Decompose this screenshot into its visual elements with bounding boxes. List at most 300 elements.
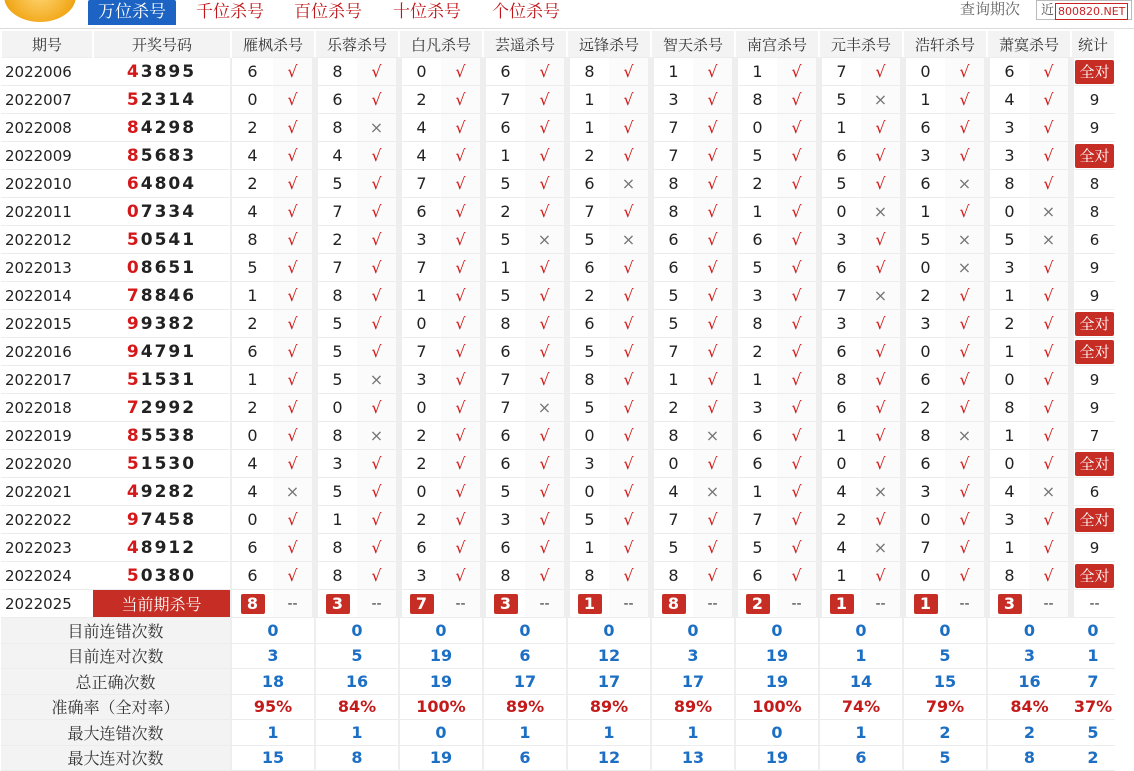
table-row [1, 478, 1115, 506]
summary-value: 16 [315, 669, 399, 695]
kill-pick-cell: 2 [399, 86, 441, 114]
summary-value: 3 [231, 643, 315, 669]
pending-mark: -- [609, 590, 651, 618]
issue-cell: 2022008 [1, 114, 93, 142]
cross-icon: × [945, 170, 987, 198]
check-icon: √ [777, 142, 819, 170]
cross-icon: × [357, 422, 399, 450]
kill-pick-cell: 7 [315, 198, 357, 226]
cross-icon: × [945, 226, 987, 254]
header-expert: 元丰杀号 [819, 31, 903, 58]
check-icon: √ [1029, 422, 1071, 450]
summary-value: 0 [735, 618, 819, 644]
issue-cell: 2022007 [1, 86, 93, 114]
check-icon: √ [441, 86, 483, 114]
kill-pick-cell: 1 [315, 506, 357, 534]
summary-value: 19 [735, 669, 819, 695]
check-icon: √ [693, 506, 735, 534]
summary-value: 12 [567, 745, 651, 771]
summary-value: 1 [819, 643, 903, 669]
kill-pick-cell: 2 [231, 394, 273, 422]
check-icon: √ [357, 86, 399, 114]
kill-pick-cell: 8 [651, 562, 693, 590]
kill-pick-cell: 5 [483, 282, 525, 310]
kill-pick-cell: 4 [399, 142, 441, 170]
check-icon: √ [609, 534, 651, 562]
header-expert: 雁枫杀号 [231, 31, 315, 58]
current-pick-badge: 3 [998, 594, 1022, 614]
summary-label: 最大连对次数 [1, 745, 231, 771]
kill-pick-cell: 3 [567, 450, 609, 478]
site-watermark: 800820.NET [1055, 3, 1128, 20]
check-icon: √ [777, 478, 819, 506]
stat-cell: 9 [1071, 86, 1115, 114]
draw-digits-rest: 5683 [140, 145, 197, 166]
check-icon: √ [525, 58, 567, 86]
stat-cell [1071, 310, 1115, 338]
kill-pick-cell: 3 [903, 310, 945, 338]
draw-number-cell [93, 478, 231, 506]
cross-icon: × [357, 114, 399, 142]
kill-pick-cell: 8 [231, 226, 273, 254]
kill-pick-cell: 0 [399, 394, 441, 422]
kill-pick-cell: 2 [231, 114, 273, 142]
check-icon: √ [693, 562, 735, 590]
summary-value: 1 [651, 720, 735, 746]
kill-pick-cell: 6 [315, 86, 357, 114]
kill-pick-cell: 2 [567, 282, 609, 310]
kill-pick-cell: 6 [567, 254, 609, 282]
summary-row [1, 745, 1115, 771]
kill-pick-cell: 2 [903, 394, 945, 422]
check-icon: √ [777, 114, 819, 142]
kill-pick-cell: 1 [987, 422, 1029, 450]
check-icon: √ [357, 282, 399, 310]
draw-number-cell [93, 394, 231, 422]
kill-pick-cell: 6 [651, 226, 693, 254]
kill-pick-cell: 1 [987, 534, 1029, 562]
kill-pick-cell: 0 [399, 478, 441, 506]
kill-pick-cell: 8 [735, 310, 777, 338]
kill-pick-cell: 6 [231, 534, 273, 562]
issue-cell: 2022019 [1, 422, 93, 450]
check-icon: √ [441, 366, 483, 394]
summary-label: 准确率（全对率） [1, 694, 231, 720]
check-icon: √ [693, 310, 735, 338]
draw-digits-rest: 4298 [140, 117, 197, 138]
current-pick-cell [567, 590, 609, 618]
check-icon: √ [945, 478, 987, 506]
check-icon: √ [693, 534, 735, 562]
draw-digits-rest: 2314 [140, 89, 197, 110]
summary-value: 19 [735, 745, 819, 771]
draw-number-cell [93, 86, 231, 114]
draw-digit-highlight: 0 [126, 201, 141, 222]
check-icon: √ [945, 86, 987, 114]
check-icon: √ [441, 534, 483, 562]
check-icon: √ [777, 534, 819, 562]
draw-digit-highlight: 0 [126, 257, 141, 278]
pending-mark: -- [693, 590, 735, 618]
kill-pick-cell: 6 [399, 198, 441, 226]
stat-cell: 9 [1071, 534, 1115, 562]
current-pick-cell [399, 590, 441, 618]
kill-pick-cell: 6 [903, 114, 945, 142]
check-icon: √ [525, 450, 567, 478]
kill-pick-cell: 7 [651, 114, 693, 142]
kill-pick-cell: 2 [399, 422, 441, 450]
check-icon: √ [945, 394, 987, 422]
check-icon: √ [861, 142, 903, 170]
summary-value: 95% [231, 694, 315, 720]
issue-cell: 2022013 [1, 254, 93, 282]
check-icon: √ [693, 114, 735, 142]
kill-pick-cell: 8 [903, 422, 945, 450]
kill-pick-cell: 7 [651, 142, 693, 170]
check-icon: √ [357, 254, 399, 282]
kill-pick-cell: 5 [231, 254, 273, 282]
draw-digit-highlight: 8 [126, 117, 141, 138]
check-icon: √ [273, 534, 315, 562]
kill-pick-cell: 8 [651, 198, 693, 226]
kill-pick-cell: 0 [231, 86, 273, 114]
draw-number-cell [93, 422, 231, 450]
draw-digit-highlight: 5 [126, 229, 141, 250]
summary-value: 15 [903, 669, 987, 695]
kill-pick-cell: 6 [735, 450, 777, 478]
check-icon: √ [1029, 562, 1071, 590]
current-kill-label: 当前期杀号 [93, 590, 231, 618]
summary-value: 0 [987, 618, 1071, 644]
table-row [1, 450, 1115, 478]
kill-pick-cell: 5 [735, 534, 777, 562]
query-period-select[interactable]: 近 [1036, 0, 1132, 20]
draw-number-cell [93, 338, 231, 366]
kill-pick-cell: 5 [483, 226, 525, 254]
tab-wan[interactable]: 万位杀号 [88, 0, 176, 25]
check-icon: √ [777, 506, 819, 534]
kill-pick-cell: 6 [903, 366, 945, 394]
draw-number-cell [93, 534, 231, 562]
check-icon: √ [357, 506, 399, 534]
check-icon: √ [609, 310, 651, 338]
kill-pick-cell: 3 [399, 562, 441, 590]
kill-pick-cell: 8 [819, 366, 861, 394]
kill-pick-cell: 0 [987, 198, 1029, 226]
check-icon: √ [441, 450, 483, 478]
stat-cell: 9 [1071, 282, 1115, 310]
check-icon: √ [357, 310, 399, 338]
kill-pick-cell: 7 [483, 86, 525, 114]
kill-pick-cell: 5 [483, 478, 525, 506]
kill-pick-cell: 8 [651, 422, 693, 450]
check-icon: √ [1029, 506, 1071, 534]
pending-mark: -- [525, 590, 567, 618]
kill-pick-cell: 2 [819, 506, 861, 534]
summary-row [1, 669, 1115, 695]
kill-pick-cell: 6 [987, 58, 1029, 86]
summary-value: 17 [651, 669, 735, 695]
current-pick-cell [903, 590, 945, 618]
pending-mark: -- [777, 590, 819, 618]
draw-digit-highlight: 7 [126, 285, 141, 306]
kill-pick-cell: 7 [651, 338, 693, 366]
check-icon: √ [945, 534, 987, 562]
check-icon: √ [777, 450, 819, 478]
check-icon: √ [441, 310, 483, 338]
draw-number-cell [93, 114, 231, 142]
check-icon: √ [1029, 394, 1071, 422]
summary-value: 89% [651, 694, 735, 720]
issue-cell: 2022010 [1, 170, 93, 198]
draw-digits-rest: 1530 [140, 453, 197, 474]
kill-pick-cell: 1 [819, 114, 861, 142]
current-pick-badge: 2 [746, 594, 770, 614]
check-icon: √ [357, 450, 399, 478]
check-icon: √ [693, 226, 735, 254]
cross-icon: × [609, 170, 651, 198]
summary-value: 8 [315, 745, 399, 771]
summary-row [1, 618, 1115, 644]
kill-pick-cell: 6 [567, 310, 609, 338]
draw-digits-rest: 9382 [140, 313, 197, 334]
header-expert: 萧寞杀号 [987, 31, 1071, 58]
kill-pick-cell: 6 [819, 394, 861, 422]
kill-pick-cell: 0 [399, 58, 441, 86]
stat-cell: 9 [1071, 366, 1115, 394]
table-row [1, 282, 1115, 310]
check-icon: √ [609, 114, 651, 142]
summary-value: 6 [819, 745, 903, 771]
summary-stat: 7 [1071, 669, 1115, 695]
kill-pick-cell: 2 [651, 394, 693, 422]
cross-icon: × [525, 226, 567, 254]
kill-pick-cell: 1 [567, 114, 609, 142]
check-icon: √ [777, 422, 819, 450]
kill-pick-cell: 3 [399, 226, 441, 254]
stat-cell: 7 [1071, 422, 1115, 450]
check-icon: √ [441, 114, 483, 142]
check-icon: √ [441, 198, 483, 226]
kill-pick-cell: 0 [819, 450, 861, 478]
kill-pick-cell: 3 [735, 282, 777, 310]
check-icon: √ [777, 170, 819, 198]
kill-pick-cell: 5 [651, 282, 693, 310]
stat-cell: 9 [1071, 394, 1115, 422]
check-icon: √ [861, 254, 903, 282]
check-icon: √ [273, 310, 315, 338]
current-pick-badge: 8 [662, 594, 686, 614]
summary-value: 6 [483, 745, 567, 771]
check-icon: √ [525, 282, 567, 310]
check-icon: √ [357, 226, 399, 254]
kill-pick-cell: 4 [231, 478, 273, 506]
check-icon: √ [441, 422, 483, 450]
summary-value: 0 [483, 618, 567, 644]
check-icon: √ [1029, 170, 1071, 198]
kill-number-table [0, 31, 1116, 771]
kill-pick-cell: 7 [567, 198, 609, 226]
check-icon: √ [777, 226, 819, 254]
draw-digits-rest: 8846 [140, 285, 197, 306]
kill-pick-cell: 5 [567, 506, 609, 534]
top-nav [0, 0, 1134, 29]
kill-pick-cell: 6 [819, 254, 861, 282]
draw-digit-highlight: 5 [126, 369, 141, 390]
check-icon: √ [357, 338, 399, 366]
kill-pick-cell: 5 [315, 310, 357, 338]
tab-ge[interactable]: 个位杀号 [492, 2, 560, 22]
check-icon: √ [273, 58, 315, 86]
tab-qian[interactable]: 千位杀号 [196, 2, 264, 22]
tab-shi[interactable]: 十位杀号 [393, 2, 461, 22]
summary-value: 17 [567, 669, 651, 695]
check-icon: √ [609, 338, 651, 366]
check-icon: √ [945, 114, 987, 142]
kill-pick-cell: 8 [315, 58, 357, 86]
kill-pick-cell: 6 [903, 450, 945, 478]
table-row [1, 366, 1115, 394]
draw-digits-rest: 0541 [140, 229, 197, 250]
kill-pick-cell: 4 [231, 142, 273, 170]
kill-pick-cell: 1 [903, 86, 945, 114]
current-pick-badge: 3 [494, 594, 518, 614]
kill-pick-cell: 6 [231, 562, 273, 590]
check-icon: √ [777, 282, 819, 310]
draw-digits-rest: 5538 [140, 425, 197, 446]
check-icon: √ [357, 142, 399, 170]
kill-pick-cell: 0 [987, 450, 1029, 478]
summary-value: 1 [483, 720, 567, 746]
kill-pick-cell: 5 [567, 226, 609, 254]
kill-pick-cell: 6 [903, 170, 945, 198]
check-icon: √ [777, 366, 819, 394]
cross-icon: × [945, 422, 987, 450]
check-icon: √ [777, 86, 819, 114]
header-issue: 期号 [1, 31, 93, 58]
check-icon: √ [357, 394, 399, 422]
check-icon: √ [693, 450, 735, 478]
kill-pick-cell: 8 [567, 58, 609, 86]
check-icon: √ [777, 394, 819, 422]
summary-row [1, 643, 1115, 669]
summary-value: 19 [399, 643, 483, 669]
draw-digit-highlight: 5 [126, 565, 141, 586]
check-icon: √ [273, 422, 315, 450]
summary-value: 17 [483, 669, 567, 695]
table-row [1, 86, 1115, 114]
kill-pick-cell: 3 [483, 506, 525, 534]
check-icon: √ [861, 450, 903, 478]
check-icon: √ [945, 310, 987, 338]
current-issue-row [1, 590, 1115, 618]
check-icon: √ [777, 254, 819, 282]
kill-pick-cell: 2 [399, 506, 441, 534]
draw-digits-rest: 1531 [140, 369, 197, 390]
summary-value: 14 [819, 669, 903, 695]
check-icon: √ [525, 142, 567, 170]
tab-bai[interactable]: 百位杀号 [294, 2, 362, 22]
issue-cell: 2022015 [1, 310, 93, 338]
kill-pick-cell: 7 [819, 58, 861, 86]
draw-number-cell [93, 310, 231, 338]
current-pick-badge: 7 [410, 594, 434, 614]
check-icon: √ [525, 422, 567, 450]
draw-number-cell [93, 366, 231, 394]
kill-pick-cell: 3 [987, 254, 1029, 282]
draw-digit-highlight: 4 [126, 537, 141, 558]
issue-cell: 2022006 [1, 58, 93, 86]
current-pick-cell [483, 590, 525, 618]
kill-pick-cell: 0 [903, 58, 945, 86]
draw-digit-highlight: 9 [126, 313, 141, 334]
current-pick-cell [651, 590, 693, 618]
check-icon: √ [945, 506, 987, 534]
kill-pick-cell: 1 [651, 366, 693, 394]
summary-label: 目前连对次数 [1, 643, 231, 669]
pending-mark: -- [1029, 590, 1071, 618]
check-icon: √ [1029, 254, 1071, 282]
kill-pick-cell: 4 [231, 450, 273, 478]
all-correct-badge: 全对 [1075, 340, 1113, 364]
kill-pick-cell: 1 [567, 534, 609, 562]
kill-pick-cell: 2 [315, 226, 357, 254]
check-icon: √ [861, 366, 903, 394]
check-icon: √ [525, 478, 567, 506]
kill-pick-cell: 1 [567, 86, 609, 114]
pending-mark: -- [441, 590, 483, 618]
kill-pick-cell: 0 [903, 562, 945, 590]
check-icon: √ [357, 534, 399, 562]
kill-pick-cell: 0 [567, 478, 609, 506]
check-icon: √ [861, 58, 903, 86]
kill-pick-cell: 0 [987, 366, 1029, 394]
stat-cell [1071, 506, 1115, 534]
kill-pick-cell: 8 [987, 394, 1029, 422]
kill-pick-cell: 2 [399, 450, 441, 478]
check-icon: √ [1029, 366, 1071, 394]
check-icon: √ [441, 478, 483, 506]
kill-pick-cell: 3 [987, 506, 1029, 534]
kill-pick-cell: 1 [987, 282, 1029, 310]
summary-value: 0 [651, 618, 735, 644]
check-icon: √ [1029, 114, 1071, 142]
check-icon: √ [693, 198, 735, 226]
check-icon: √ [609, 562, 651, 590]
kill-pick-cell: 5 [987, 226, 1029, 254]
kill-pick-cell: 2 [231, 170, 273, 198]
table-row [1, 170, 1115, 198]
summary-value: 1 [819, 720, 903, 746]
kill-pick-cell: 1 [903, 198, 945, 226]
check-icon: √ [273, 282, 315, 310]
current-pick-cell [735, 590, 777, 618]
draw-digits-rest: 9282 [140, 481, 197, 502]
table-row [1, 534, 1115, 562]
kill-pick-cell: 8 [987, 562, 1029, 590]
draw-digits-rest: 8912 [140, 537, 197, 558]
summary-value: 8 [987, 745, 1071, 771]
summary-value: 0 [735, 720, 819, 746]
check-icon: √ [273, 114, 315, 142]
kill-pick-cell: 8 [315, 114, 357, 142]
check-icon: √ [441, 338, 483, 366]
kill-pick-cell: 6 [483, 58, 525, 86]
table-row [1, 422, 1115, 450]
kill-pick-cell: 6 [735, 562, 777, 590]
kill-pick-cell: 7 [651, 506, 693, 534]
check-icon: √ [945, 58, 987, 86]
